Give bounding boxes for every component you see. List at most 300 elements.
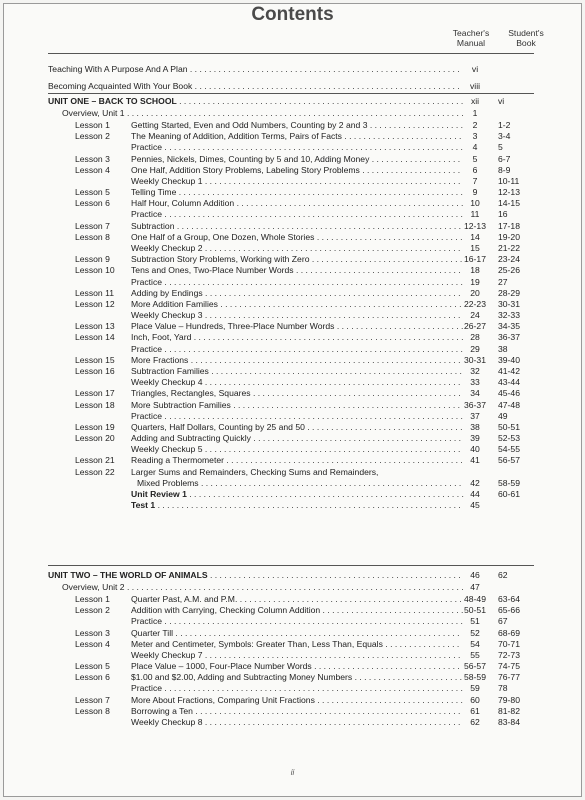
entry-title-text: Weekly Checkup 7 [131, 650, 203, 660]
teachers-manual-page: 58-59 [464, 672, 486, 682]
students-book-page: vi [498, 96, 505, 106]
lesson-number: Lesson 7 [75, 221, 110, 231]
entry-title [48, 96, 468, 107]
entry-title [62, 108, 468, 119]
dot-leader: . . . . . . . . . . . . . . . . . . . . . . . . . . . . . . . . . . . . . . . . . . . . . . . . . . . . . . . . . . . . . . . [162, 209, 463, 219]
lesson-number: Lesson 8 [75, 706, 110, 716]
teachers-manual-page: 33 [470, 377, 480, 387]
toc-entry [0, 422, 585, 433]
toc-entry [0, 616, 585, 627]
entry-title-text: Place Value – Hundreds, Three-Place Number Words [131, 321, 335, 331]
teachers-manual-page: 26-27 [464, 321, 486, 331]
lesson-number: Lesson 13 [75, 321, 115, 331]
dot-leader: . . . . . . . . . . . . . . . . . . . . . . . . . . . . . . . . . . . . . . . . . . . . . . . . . . . . . . . . [192, 81, 460, 91]
dot-leader: . . . . . . . . . . . . . . . . . . . . . . . . . . . . . . . . . . . . . . . . . . . . . . . . . . . . . . . . . . . . . . . [162, 683, 463, 693]
entry-title-text: Subtraction Story Problems, Working with Zero [131, 254, 310, 264]
students-book-page: 65-66 [498, 605, 520, 615]
teachers-manual-page: 55 [470, 650, 480, 660]
students-book-page: 28-29 [498, 288, 520, 298]
dot-leader: . . . . . . . . . . . . . . . . . . . . . . . . . . . . . . . . . . . . . . . . . . . . [250, 388, 461, 398]
dot-leader: . . . . . . . . . . . . . . . . . . . . . . . . . [341, 131, 462, 141]
toc-entry [0, 500, 585, 511]
entry-title-text: Overview, Unit 1 [62, 108, 125, 118]
lesson-number: Lesson 4 [75, 165, 110, 175]
teachers-manual-page: 10 [470, 198, 480, 208]
toc-entry [0, 277, 585, 288]
students-book-page: 1-2 [498, 120, 511, 130]
dot-leader: . . . . . . . . . . . . . . . . . . . . . . . . . . . . . . . . . . . . . . . . . . . . . . . . . . . . . . . . . . . . [176, 187, 463, 197]
teachers-manual-page: 59 [470, 683, 480, 693]
toc-entry [0, 706, 585, 717]
lesson-number: Lesson 11 [75, 288, 115, 298]
lesson-number: Lesson 22 [75, 467, 115, 477]
students-book-page: 25-26 [498, 265, 520, 275]
dot-leader: . . . . . . . . . . . . . . . . . . . . . . . . . . . . . . . . . . . . . . . . . . . . . . . . . . . . . . . . . . . . . . . . . . . . . . . [124, 108, 464, 118]
teachers-manual-page: 45 [470, 500, 480, 510]
lesson-number: Lesson 5 [75, 661, 110, 671]
lesson-number: Lesson 20 [75, 433, 115, 443]
dot-leader: . . . . . . . . . . . . . . . . . . . . . . . . . . . . . . . [314, 232, 463, 242]
entry-title [131, 489, 468, 500]
students-book-page: 27 [498, 277, 508, 287]
lesson-number: Lesson 18 [75, 400, 115, 410]
lesson-number: Lesson 1 [75, 594, 110, 604]
students-book-page: 34-35 [498, 321, 520, 331]
entry-title [131, 321, 468, 332]
teachers-manual-page: vi [471, 64, 479, 74]
entry-title [131, 265, 468, 276]
toc-entry [0, 64, 585, 75]
teachers-manual-page: 52 [470, 628, 480, 638]
entry-title [131, 433, 468, 444]
teachers-manual-page: 20 [470, 288, 480, 298]
teachers-manual-page: 29 [470, 344, 480, 354]
entry-title-text: Practice [131, 683, 163, 693]
teachers-manual-page: 39 [470, 433, 480, 443]
teachers-manual-page: 32 [470, 366, 480, 376]
dot-leader: . . . . . . . . . . . . . . . . . . . . . . . . . . . . . . [320, 605, 464, 615]
teachers-manual-page: 61 [470, 706, 480, 716]
students-book-page: 3-4 [498, 131, 511, 141]
entry-title [131, 717, 468, 728]
toc-entry [0, 344, 585, 355]
entry-title [131, 683, 468, 694]
entry-title-text: $1.00 and $2.00, Adding and Subtracting Money Numbers [131, 672, 353, 682]
teachers-manual-page: 40 [470, 444, 480, 454]
toc-entry [0, 411, 585, 422]
lesson-number: Lesson 7 [75, 695, 110, 705]
entry-title [131, 310, 468, 321]
toc-entry [0, 176, 585, 187]
dot-leader: . . . . . . . . . . . . . . . . . . . . . [359, 165, 461, 175]
entry-title [131, 661, 468, 672]
toc-entry [0, 165, 585, 176]
teachers-manual-page: 62 [470, 717, 480, 727]
dot-leader: . . . . . . . . . . . . . . . . . . . . . . . . . . . . . . . . . . . . . . . . . . . . . . . [237, 594, 462, 604]
students-book-page: 68-69 [498, 628, 520, 638]
toc-entry [0, 108, 585, 119]
entry-title [137, 478, 468, 489]
entry-title [131, 176, 468, 187]
entry-title [131, 444, 468, 455]
toc-entry [0, 288, 585, 299]
entry-title [131, 377, 468, 388]
dot-leader: . . . . . . . . . . . . . . . . . . . . . . . . . . . . . . . . . . . . . . . . . . . . [250, 433, 462, 443]
entry-title [131, 500, 468, 511]
toc-entry [0, 366, 585, 377]
toc-entry [0, 332, 585, 343]
entry-title-text: Reading a Thermometer [131, 455, 224, 465]
lesson-number: Lesson 16 [75, 366, 115, 376]
toc-entry [0, 310, 585, 321]
teachers-manual-page: 56-57 [464, 661, 486, 671]
entry-title-text: Weekly Checkup 1 [131, 176, 203, 186]
entry-title-text: More About Fractions, Comparing Unit Fractions [131, 695, 315, 705]
entry-title [131, 467, 468, 478]
toc-entry [0, 187, 585, 198]
students-book-page: 32-33 [498, 310, 520, 320]
toc-entry [0, 478, 585, 489]
teachers-manual-page: 19 [470, 277, 480, 287]
entry-title [131, 131, 468, 142]
entry-title-text: More Fractions [131, 355, 189, 365]
entry-title-text: Adding by Endings [131, 288, 203, 298]
toc-entry [0, 594, 585, 605]
teachers-manual-page: 44 [470, 489, 480, 499]
dot-leader: . . . . . . . . . . . . . . . . . . . . . . . . . . . . . . . . . . . . . . . . . . . . . . . . . . . . . . . . . . . . . . . [162, 142, 463, 152]
entry-title [131, 198, 468, 209]
students-book-page: 67 [498, 616, 508, 626]
entry-title-text: Getting Started, Even and Odd Numbers, Counting by 2 and 3 [131, 120, 368, 130]
lesson-number: Lesson 15 [75, 355, 115, 365]
dot-leader: . . . . . . . . . . . . . . . . . . . . . . . . . . . . . . . . . . . . . . . . . . . . . . . . . . . . . . . . . [187, 64, 460, 74]
teachers-manual-page: 28 [470, 332, 480, 342]
toc-entry [0, 400, 585, 411]
dot-leader: . . . . . . . . . . . . . . . . . . . . . . . . . . . . . . . . . . . . . . . . . . . . . . . . . . . . . . [202, 377, 461, 387]
entry-title-text: Place Value – 1000, Four-Place Number Words [131, 661, 312, 671]
entry-title [131, 639, 468, 650]
teachers-manual-page: 11 [470, 209, 480, 219]
toc-entry [0, 299, 585, 310]
teachers-manual-page: 1 [472, 108, 478, 118]
dot-leader: . . . . . . . . . . . . . . . . . . . . . . . . . . . . . . . . . . . . . . . . . . . . . . . . . . . . . . [202, 243, 461, 253]
students-book-page: 52-53 [498, 433, 520, 443]
students-book-page: 47-48 [498, 400, 520, 410]
entry-title-text: One Half, Addition Story Problems, Labeling Story Problems [131, 165, 360, 175]
entry-title [131, 616, 468, 627]
entry-title-text: Unit Review 1 [131, 489, 187, 499]
dot-leader: . . . . . . . . . . . . . . . . . . . . . . . . . . . . . . . [311, 661, 460, 671]
entry-title-text: More Addition Families [131, 299, 218, 309]
toc-entry [0, 142, 585, 153]
teachers-manual-page: 6 [472, 165, 478, 175]
entry-title-text: Subtraction [131, 221, 175, 231]
entry-title-text: Borrowing a Ten [131, 706, 193, 716]
teachers-manual-page: 18 [470, 265, 480, 275]
entry-title [48, 64, 468, 75]
dot-leader: . . . . . . . . . . . . . . . . . . . . . . . . . . . . . . . . . . . . . . . . . . . . . . . . . . . . . . . . . . . . . . . . . . . . . . . [124, 582, 464, 592]
dot-leader: . . . . . . . . . . . . . . . . . . . . . . . . . . . . . . . . . . . . . . . . . . . . . . . . . . . . . . . . . . . . . . . [162, 411, 463, 421]
entry-title-text: Tens and Ones, Two-Place Number Words [131, 265, 294, 275]
teachers-manual-page: 15 [470, 243, 480, 253]
toc-entry [0, 650, 585, 661]
students-book-page: 36-37 [498, 332, 520, 342]
lesson-number: Lesson 14 [75, 332, 115, 342]
lesson-number: Lesson 9 [75, 254, 110, 264]
entry-title [131, 422, 468, 433]
teachers-manual-page: 36-37 [464, 400, 486, 410]
entry-title [131, 165, 468, 176]
lesson-number: Lesson 2 [75, 605, 110, 615]
dot-leader: . . . . . . . . . . . . . . . . . . . . . . . . . . . [334, 321, 464, 331]
lesson-number: Lesson 2 [75, 131, 110, 141]
teachers-manual-page: 50-51 [464, 605, 486, 615]
students-book-page: 70-71 [498, 639, 520, 649]
teachers-manual-page: 34 [470, 388, 480, 398]
students-book-column-header: Student's Book [508, 28, 544, 48]
lesson-number: Lesson 10 [75, 265, 115, 275]
toc-entry [0, 377, 585, 388]
students-book-page: 17-18 [498, 221, 520, 231]
entry-title-text: UNIT ONE – BACK TO SCHOOL [48, 96, 177, 106]
entry-title [131, 154, 468, 165]
entry-title [131, 209, 468, 220]
entry-title [131, 411, 468, 422]
entry-title-text: Addition with Carrying, Checking Column Addition [131, 605, 321, 615]
entry-title-text: The Meaning of Addition, Addition Terms, Pairs of Facts [131, 131, 342, 141]
lesson-number: Lesson 17 [75, 388, 115, 398]
entry-title-text: Quarter Past, A.M. and P.M. [131, 594, 238, 604]
students-book-page: 58-59 [498, 478, 520, 488]
toc-entry [0, 661, 585, 672]
dot-leader: . . . . . . . . . . . . . . . . . . . . . . . . . . . . . . . . . . . . . . . . . . . . . . . . . . . . . . . . . . . . . . . [162, 344, 463, 354]
dot-leader: . . . . . . . . . . . . . . . . . . . . [367, 120, 463, 130]
dot-leader: . . . . . . . . . . . . . . . . [382, 639, 460, 649]
toc-entry [0, 96, 585, 107]
lesson-number: Lesson 21 [75, 455, 115, 465]
entry-title [131, 650, 468, 661]
teachers-manual-page: 47 [470, 582, 480, 592]
toc-entry [0, 120, 585, 131]
toc-entry [0, 570, 585, 581]
page-number: ii [290, 768, 295, 777]
entry-title [131, 299, 468, 310]
entry-title [131, 455, 468, 466]
students-book-page: 62 [498, 570, 508, 580]
students-book-page: 50-51 [498, 422, 520, 432]
dot-leader: . . . . . . . . . . . . . . . . . . . . . . . . . . . . . . . . . . . . . . . . . . . . . . . . . . . . . . . . . . . . [174, 221, 461, 231]
teachers-manual-page: 4 [472, 142, 478, 152]
dot-leader: . . . . . . . . . . . . . . . . . . . . . . . . . . . . . . . . . . . . . . . . . . . . . . . . . . . . . . [202, 444, 461, 454]
entry-title-text: Pennies, Nickels, Dimes, Counting by 5 and 10, Adding Money [131, 154, 370, 164]
students-book-page: 21-22 [498, 243, 520, 253]
students-book-page: 45-46 [498, 388, 520, 398]
teachers-manual-page: 7 [472, 176, 478, 186]
toc-entry [0, 639, 585, 650]
entry-title [131, 695, 468, 706]
entry-title [131, 605, 468, 616]
lesson-number: Lesson 12 [75, 299, 115, 309]
teachers-manual-page: 54 [470, 639, 480, 649]
dot-leader: . . . . . . . . . . . . . . . . . . . . . . . . . . . . . . . . . . . . . . . . . . . . . . . . [230, 400, 461, 410]
students-book-page: 79-80 [498, 695, 520, 705]
entry-title-text: Quarters, Half Dollars, Counting by 25 and 50 [131, 422, 305, 432]
entry-title [131, 288, 468, 299]
toc-entry [0, 388, 585, 399]
toc-entry [0, 695, 585, 706]
toc-entry [0, 209, 585, 220]
toc-entry [0, 198, 585, 209]
teachers-manual-page: 41 [470, 455, 480, 465]
entry-title-text: Weekly Checkup 8 [131, 717, 203, 727]
entry-title [62, 582, 468, 593]
lesson-number: Lesson 1 [75, 120, 110, 130]
entry-title-text: Telling Time [131, 187, 177, 197]
toc-entry [0, 455, 585, 466]
entry-title-text: Practice [131, 209, 163, 219]
dot-leader: . . . . . . . . . . . . . . . . . . . . . . . . . . . . . . . . . . . . . . . . . . . . . . . . . . . . . [207, 570, 461, 580]
students-book-page: 83-84 [498, 717, 520, 727]
dot-leader: . . . . . . . . . . . . . . . . . . . . . . . . . . . . . . . . . . . . . . . . . . . . . . . . . . . . . [208, 366, 462, 376]
teachers-manual-page: 12-13 [464, 221, 486, 231]
teachers-manual-page: 38 [470, 422, 480, 432]
entry-title [131, 232, 468, 243]
students-book-page: 5 [498, 142, 503, 152]
dot-leader: . . . . . . . . . . . . . . . . . . . . . . . . . . . . . . . . . . . . . . . . . . . . . . . . . . [224, 455, 463, 465]
dot-leader: . . . . . . . . . . . . . . . . . . . . . . . . . . . . . . . . . . . . . . . . . . . . . . . . . . . . . . . . . . . . . . . . [155, 500, 461, 510]
teachers-manual-page: 60 [470, 695, 480, 705]
teachers-manual-page: 42 [470, 478, 480, 488]
teachers-manual-page: 46 [470, 570, 480, 580]
entry-title [131, 332, 468, 343]
entry-title-text: Practice [131, 616, 163, 626]
toc-entry [0, 433, 585, 444]
entry-title-text: UNIT TWO – THE WORLD OF ANIMALS [48, 570, 208, 580]
students-book-page: 78 [498, 683, 508, 693]
teachers-manual-column-header: Teacher's Manual [452, 28, 490, 48]
entry-title-text: Weekly Checkup 5 [131, 444, 203, 454]
entry-title [131, 254, 468, 265]
students-book-page: 76-77 [498, 672, 520, 682]
entry-title-text: Meter and Centimeter, Symbols: Greater Than, Less Than, Equals [131, 639, 383, 649]
toc-entry [0, 489, 585, 500]
students-book-page: 30-31 [498, 299, 520, 309]
dot-leader: . . . . . . . . . . . . . . . . . . . . . . . . . . . . . . . . . . . . . . . . . . . . . . . . . . . . . . . [198, 478, 462, 488]
toc-entry [0, 81, 585, 92]
entry-title-text: One Half of a Group, One Dozen, Whole Stories [131, 232, 315, 242]
toc-entry [0, 265, 585, 276]
dot-leader: . . . . . . . . . . . . . . . . . . . . . . . . . . . . . . . . . . . . . . . . . . . . . . . . . . . . . . . . . [191, 332, 464, 342]
dot-leader: . . . . . . . . . . . . . . . . . . . . . . . . . . . . . . . . . . . . . . . . . . . . . . . . . . . . . . . . . . . . . . . [162, 277, 463, 287]
teachers-manual-page: 14 [470, 232, 480, 242]
teachers-manual-page: 2 [472, 120, 478, 130]
toc-entry [0, 717, 585, 728]
students-book-page: 10-11 [498, 176, 520, 186]
students-book-page: 72-73 [498, 650, 520, 660]
entry-title [131, 243, 468, 254]
teachers-manual-page: 16-17 [464, 254, 486, 264]
lesson-number: Lesson 19 [75, 422, 115, 432]
entry-title-text: Weekly Checkup 4 [131, 377, 203, 387]
entry-title-text: Weekly Checkup 3 [131, 310, 203, 320]
dot-leader: . . . . . . . . . . . . . . . . . . . . . . . . . . . . . . . . . . . . . . . . . . . . . . . . . . . . . . . . . . . . [176, 96, 464, 106]
entry-title-text: Practice [131, 344, 163, 354]
lesson-number: Lesson 3 [75, 628, 110, 638]
students-book-page: 60-61 [498, 489, 520, 499]
students-book-page: 43-44 [498, 377, 520, 387]
entry-title-text: Weekly Checkup 2 [131, 243, 203, 253]
teachers-manual-page: 30-31 [464, 355, 486, 365]
students-book-page: 6-7 [498, 154, 511, 164]
entry-title-text: Test 1 [131, 500, 156, 510]
toc-entry [0, 221, 585, 232]
students-book-page: 74-75 [498, 661, 520, 671]
toc-entry [0, 467, 585, 478]
students-book-page: 54-55 [498, 444, 520, 454]
students-book-page: 16 [498, 209, 508, 219]
lesson-number: Lesson 5 [75, 187, 110, 197]
students-book-page: 63-64 [498, 594, 520, 604]
entry-title [48, 81, 468, 92]
entry-title [131, 594, 468, 605]
dot-leader: . . . . . . . . . . . . . . . . . . . . . . . . . . . . . . . . . . . . . . . . . . . . . . . . . . . . . . [202, 717, 461, 727]
page-title: Contents [251, 4, 334, 25]
students-book-page: 8-9 [498, 165, 511, 175]
entry-title-text: Mixed Problems [137, 478, 199, 488]
teachers-manual-page: 5 [472, 154, 478, 164]
entry-title-text: Practice [131, 277, 163, 287]
dot-leader: . . . . . . . . . . . . . . . . . . . . . . . [352, 672, 463, 682]
entry-title-text: Triangles, Rectangles, Squares [131, 388, 251, 398]
students-book-page: 56-57 [498, 455, 520, 465]
toc-entry [0, 444, 585, 455]
teachers-manual-page: 24 [470, 310, 480, 320]
toc-entry [0, 628, 585, 639]
dot-leader: . . . . . . . . . . . . . . . . . . . . . . . . . . . . . . . . . . . . . . . . . . . . . . . . . . . . . . [202, 310, 461, 320]
teachers-manual-page: 51 [470, 616, 480, 626]
entry-title-text: Quarter Till [131, 628, 174, 638]
students-book-page: 38 [498, 344, 508, 354]
students-book-page: 12-13 [498, 187, 520, 197]
teachers-manual-page: 9 [472, 187, 478, 197]
teachers-manual-page: viii [469, 81, 481, 91]
entry-title [131, 344, 468, 355]
entry-title [131, 706, 468, 717]
dot-leader: . . . . . . . . . . . . . . . . . . . . . . . . . . . . . . . . . . . . . . . . . . . . . . . . . . . [217, 299, 462, 309]
dot-leader: . . . . . . . . . . . . . . . . . . . . . . . . . . . . . . . . . . . . . . . . . . . . . . . . . . . . . . . . . [188, 355, 461, 365]
entry-title [131, 355, 468, 366]
teachers-manual-page: 22-23 [464, 299, 486, 309]
toc-entry [0, 672, 585, 683]
entry-title [131, 277, 468, 288]
dot-leader: . . . . . . . . . . . . . . . . . . . . . . . . . . . . . . . . . . . . . . . . . . . . . . . . . . . . . . [202, 650, 461, 660]
entry-title [131, 187, 468, 198]
entry-title [131, 366, 468, 377]
dot-leader: . . . . . . . . . . . . . . . . . . . . . . . . . . . . . . . . . . . . . . . . . . . . . . . . . . . . . . . . . . . . [173, 628, 460, 638]
lesson-number: Lesson 6 [75, 198, 110, 208]
entry-title-text: Subtraction Families [131, 366, 209, 376]
dot-leader: . . . . . . . . . . . . . . . . . . . . . . . . . . . . . . . . . . . . . . . . . . . . . . . . [234, 198, 464, 208]
students-book-page: 41-42 [498, 366, 520, 376]
dot-leader: . . . . . . . . . . . . . . . . . . . . . . . . . . . . . . . . . . . . . . . . . . . . . . . . . . . . . . . . . . . . . . . [162, 616, 463, 626]
entry-title [131, 142, 468, 153]
dot-leader: . . . . . . . . . . . . . . . . . . . [369, 154, 461, 164]
dot-leader: . . . . . . . . . . . . . . . . . . . . . . . . . . . . . . . . . [304, 422, 463, 432]
toc-entry [0, 321, 585, 332]
students-book-page: 81-82 [498, 706, 520, 716]
students-book-page: 19-20 [498, 232, 520, 242]
students-book-page: 49 [498, 411, 508, 421]
